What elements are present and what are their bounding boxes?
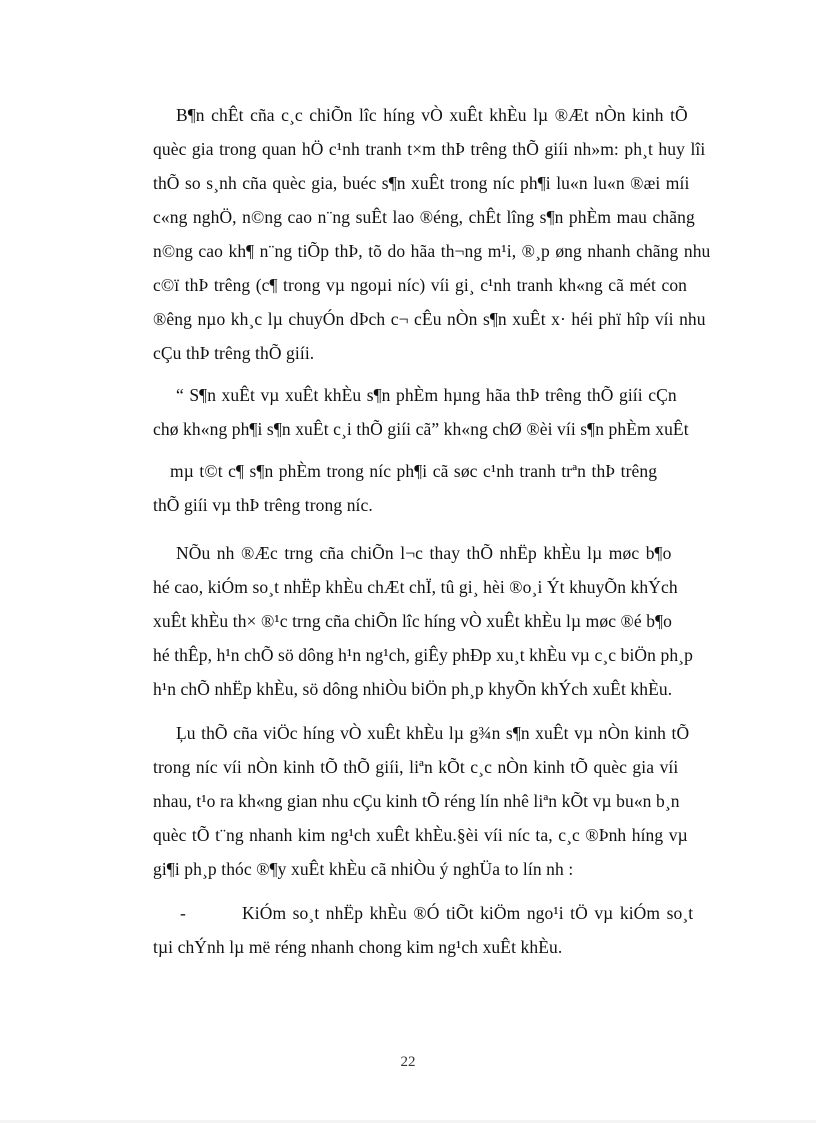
body-line: Ļu thÕ cña viÖc híng vÒ xuÊt khÈu lµ g¾n s¶n xuÊt vµ nÒn kinh tÕ [176, 723, 690, 743]
body-line: h¹n chÕ nhËp khÈu, sö dông nhiÒu biÖn ph¸p khyÕn khÝch xuÊt khÈu. [153, 679, 673, 699]
body-line: KiÓm so¸t nhËp khÈu ®Ó tiÕt kiÖm ngo¹i tÖ vµ kiÓm so¸t [242, 903, 694, 923]
body-line: ®êng nµo kh¸c lµ chuyÓn dÞch c¬ cÊu nÒn s¶n xuÊt x· héi phï hîp víi nhu [153, 309, 706, 329]
body-line: quèc tÕ t¨ng nhanh kim ng¹ch xuÊt khÈu.§èi víi níc ta, c¸c ®Þnh híng vµ [153, 825, 688, 845]
body-line: mµ t©t c¶ s¶n phÈm trong níc ph¶i cã søc c¹nh tranh trªn thÞ trêng [170, 461, 658, 481]
body-line: chø kh«ng ph¶i s¶n xuÊt c¸i thÕ giíi cã” kh«ng chØ ®èi víi s¶n phÈm xuÊt [153, 419, 689, 439]
body-line: NÕu nh ®Æc trng cña chiÕn l¬c thay thÕ nhËp khÈu lµ møc b¶o [176, 543, 672, 563]
body-line: gi¶i ph¸p thóc ®¶y xuÊt khÈu cã nhiÒu ý nghÜa to lín nh : [153, 859, 574, 879]
body-line: c«ng nghÖ, n©ng cao n¨ng suÊt lao ®éng, chÊt lîng s¶n phÈm mau chãng [153, 207, 695, 227]
page-number: 22 [400, 1054, 416, 1070]
body-line: n©ng cao kh¶ n¨ng tiÕp thÞ, tõ do hãa th¬ng m¹i, ®¸p øng nhanh chãng nhu [153, 241, 711, 261]
body-line: hé thÊp, h¹n chÕ sö dông h¹n ng¹ch, giÊy phÐp xu¸t khÈu vµ c¸c biÖn ph¸p [153, 645, 693, 665]
body-line: “ S¶n xuÊt vµ xuÊt khÈu s¶n phÈm hµng hãa thÞ trêng thÕ giíi cÇn [176, 385, 677, 405]
body-line: xuÊt khÈu th× ®¹c trng cña chiÕn lîc híng vÒ xuÊt khÈu lµ møc ®é b¶o [153, 611, 672, 631]
body-line: quèc gia trong quan hÖ c¹nh tranh t×m thÞ trêng thÕ giíi nh»m: ph¸t huy lîi [153, 139, 706, 159]
body-line: B¶n chÊt cña c¸c chiÕn lîc híng vÒ xuÊt khÈu lµ ®Æt nÒn kinh tÕ [176, 105, 688, 125]
list-dash: - [180, 903, 186, 923]
body-line: nhau, t¹o ra kh«ng gian nhu cÇu kinh tÕ réng lín nhê liªn kÕt vµ bu«n b¸n [153, 791, 680, 811]
body-line: thÕ so s¸nh cña quèc gia, buéc s¶n xuÊt trong níc ph¶i lu«n lu«n ®æi míi [153, 173, 690, 193]
body-line: thÕ giíi vµ thÞ trêng trong níc. [153, 495, 373, 515]
body-line: hé cao, kiÓm so¸t nhËp khÈu chÆt chÏ, tû gi¸ hèi ®o¸i Ýt khuyÕn khÝch [153, 577, 678, 597]
body-line: trong níc víi nÒn kinh tÕ thÕ giíi, liªn kÕt c¸c nÒn kinh tÕ quèc gia víi [153, 757, 679, 777]
body-line: tµi chÝnh lµ më réng nhanh chong kim ng¹ch xuÊt khÈu. [153, 937, 563, 957]
body-line: cÇu thÞ trêng thÕ giíi. [153, 343, 315, 363]
body-line: c©ï thÞ trêng (c¶ trong vµ ngoµi níc) víi gi¸ c¹nh tranh kh«ng cã mét con [153, 275, 688, 295]
